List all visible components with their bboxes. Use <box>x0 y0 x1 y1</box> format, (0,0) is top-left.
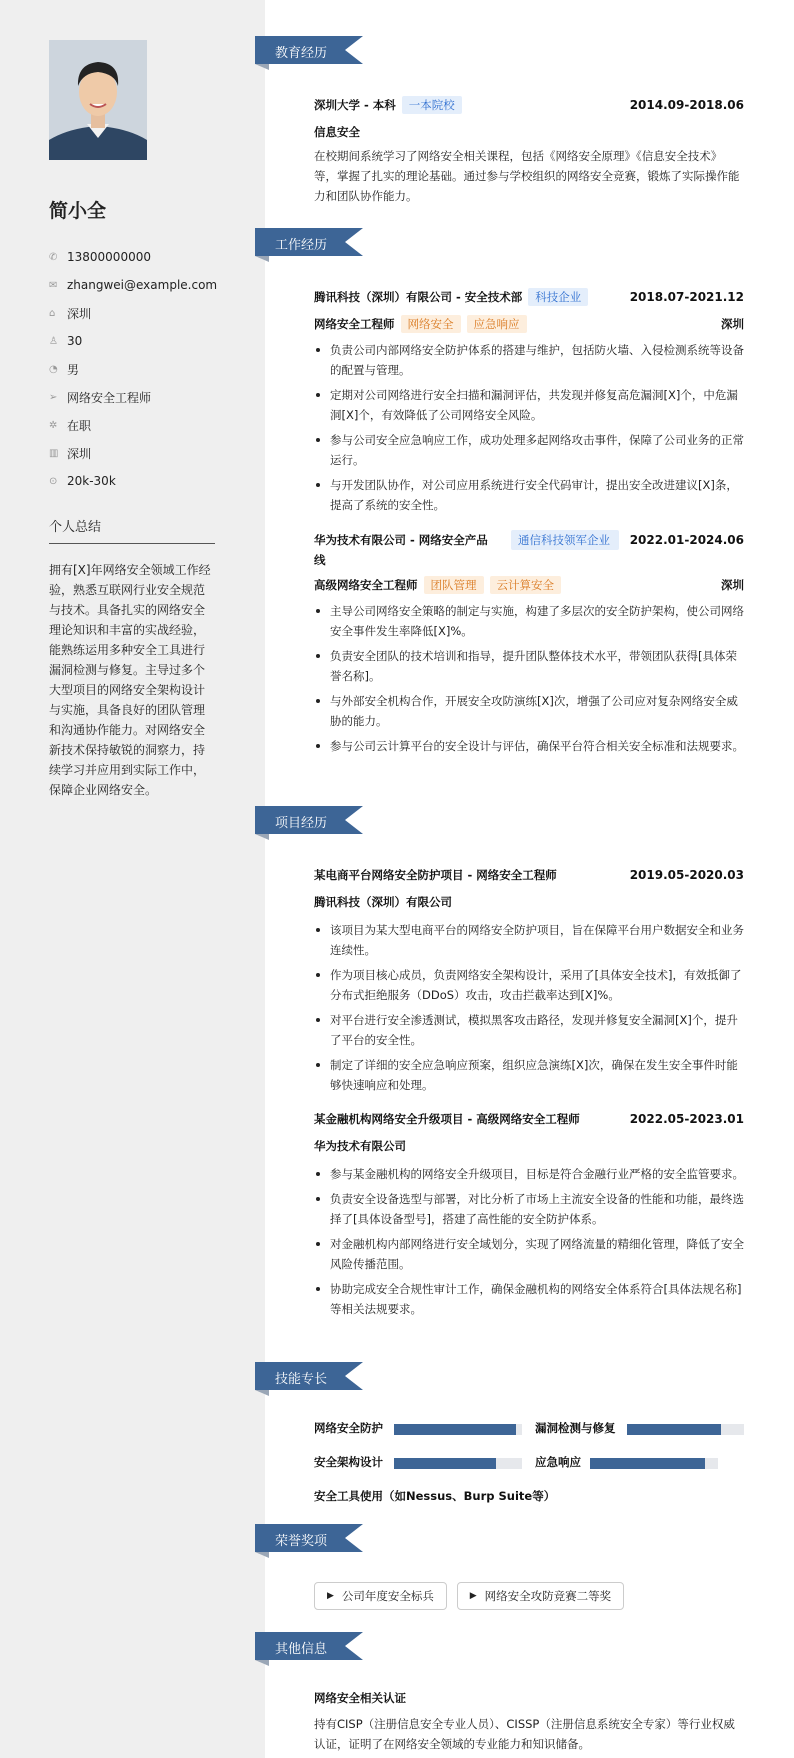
project-entry <box>314 864 744 1100</box>
list-item: 定期对公司网络进行安全扫描和漏洞评估，共发现并修复高危漏洞[X]个，中危漏洞[X]个，有效降低了公司网络安全风险。 <box>314 385 744 425</box>
summary-text: 拥有[X]年网络安全领域工作经验，熟悉互联网行业安全规范与技术。具备扎实的网络安全理论知识和丰富的实战经验，能熟练运用多种安全工具进行漏洞检测与修复。主导过多个大型项目的网络安全架构设计与实施，具备良好的团队管理和沟通协作能力。对网络安全新技术保持敏锐的洞察力，持续学习并应用到实际工作中，保障企业网络安全。 <box>49 563 211 797</box>
role-tag: 网络安全 <box>401 315 461 333</box>
work-date: 2022.01-2024.06 <box>629 533 744 547</box>
list-item: 与外部安全机构合作，开展安全攻防演练[X]次，增强了公司应对复杂网络安全威胁的能力。 <box>314 691 744 731</box>
age-icon: ♙ <box>49 335 58 347</box>
work-city: 深圳 <box>721 317 744 331</box>
info-age: ♙ 30 <box>49 334 83 348</box>
project-bullets <box>314 1164 744 1319</box>
skill-bar-fill <box>394 1458 496 1469</box>
role-tag: 云计算安全 <box>490 576 562 594</box>
project-org: 华为技术有限公司 <box>314 1139 406 1153</box>
skill-label: 漏洞检测与修复 <box>535 1421 616 1435</box>
info-salary: ⊙ 20k-30k <box>49 474 116 488</box>
other-desc: 持有CISP（注册信息安全专业人员）、CISSP（注册信息系统安全专家）等行业权威认证，证明了在网络安全领域的专业能力和知识储备。 <box>314 1717 735 1751</box>
list-item: 与开发团队协作，对公司应用系统进行安全代码审计，提出安全改进建议[X]条，提高了系统的安全性。 <box>314 475 744 515</box>
list-item: 主导公司网络安全策略的制定与实施，构建了多层次的安全防护架构，使公司网络安全事件发生率降低[X]%。 <box>314 601 744 641</box>
project-date: 2019.05-2020.03 <box>629 868 744 882</box>
work-date: 2018.07-2021.12 <box>629 290 744 304</box>
list-item: 负责安全设备选型与部署，对比分析了市场上主流安全设备的性能和功能，最终选择了[具体设备型号]，搭建了高性能的安全防护体系。 <box>314 1189 744 1229</box>
status-icon: ✲ <box>49 419 58 431</box>
education-entry <box>314 94 744 206</box>
info-gender: ◔ 男 <box>49 362 80 377</box>
candidate-name: 简小全 <box>49 200 107 222</box>
list-item: 对平台进行安全渗透测试，模拟黑客攻击路径，发现并修复安全漏洞[X]个，提升了平台的安全性。 <box>314 1010 744 1050</box>
skill-label: 网络安全防护 <box>314 1421 383 1435</box>
education-tag: 一本院校 <box>402 96 462 114</box>
skills-block <box>314 1420 744 1520</box>
divider <box>49 543 215 544</box>
award-badge: ▶ 公司年度安全标兵 <box>314 1582 447 1610</box>
project-bullets <box>314 920 744 1095</box>
work-company-tag: 通信科技领军企业 <box>511 530 619 550</box>
portrait-image <box>49 40 147 160</box>
other-title: 网络安全相关认证 <box>314 1691 406 1705</box>
skill-bar <box>590 1458 718 1469</box>
list-item: 参与公司云计算平台的安全设计与评估，确保平台符合相关安全标准和法规要求。 <box>314 736 744 756</box>
project-title: 某金融机构网络安全升级项目 - 高级网络安全工程师 <box>314 1112 580 1126</box>
home-icon: ⌂ <box>49 307 56 319</box>
avatar <box>49 40 147 160</box>
work-entry <box>314 286 744 520</box>
work-company: 腾讯科技（深圳）有限公司 - 安全技术部 <box>314 290 523 304</box>
skill-label: 安全架构设计 <box>314 1455 383 1469</box>
list-item: 协助完成安全合规性审计工作，确保金融机构的网络安全体系符合[具体法规名称]等相关法规要求。 <box>314 1279 744 1319</box>
role-tag: 团队管理 <box>424 576 484 594</box>
work-role: 网络安全工程师 <box>314 317 395 331</box>
award-badge: ▶ 网络安全攻防竞赛二等奖 <box>457 1582 624 1610</box>
education-desc: 在校期间系统学习了网络安全相关课程，包括《网络安全原理》《信息安全技术》等，掌握了扎实的理论基础。通过参与学校组织的网络安全竞赛，锻炼了实际操作能力和团队协作能力。 <box>314 149 740 203</box>
list-item: 该项目为某大型电商平台的网络安全防护项目，旨在保障平台用户数据安全和业务连续性。 <box>314 920 744 960</box>
skill-bar-fill <box>590 1458 705 1469</box>
info-location: ⌂ 深圳 <box>49 306 92 321</box>
info-position: ➢ 网络安全工程师 <box>49 390 152 405</box>
project-org: 腾讯科技（深圳）有限公司 <box>314 895 452 909</box>
education-major: 信息安全 <box>314 125 360 139</box>
section-tab-work: 工作经历 <box>255 228 363 256</box>
info-email: ✉ zhangwei@example.com <box>49 278 218 292</box>
work-company: 华为技术有限公司 - 网络安全产品线 <box>314 533 488 567</box>
work-bullets <box>314 601 744 756</box>
section-tab-skills: 技能专长 <box>255 1362 363 1390</box>
work-bullets <box>314 340 744 515</box>
section-tab-honors: 荣誉奖项 <box>255 1524 363 1552</box>
list-item: 作为项目核心成员，负责网络安全架构设计，采用了[具体安全技术]，有效抵御了分布式拒绝服务（DDoS）攻击，攻击拦截率达到[X]%。 <box>314 965 744 1005</box>
skill-bar <box>394 1458 522 1469</box>
list-item: 负责公司内部网络安全防护体系的搭建与维护，包括防火墙、入侵检测系统等设备的配置与管理。 <box>314 340 744 380</box>
section-tab-projects: 项目经历 <box>255 806 363 834</box>
skill-bar <box>627 1424 744 1435</box>
work-entry <box>314 530 744 761</box>
project-entry <box>314 1108 744 1324</box>
section-tab-education: 教育经历 <box>255 36 363 64</box>
education-school: 深圳大学 - 本科 <box>314 98 396 112</box>
work-city: 深圳 <box>721 578 744 592</box>
play-icon: ▶ <box>327 1591 334 1601</box>
skill-label: 应急响应 <box>535 1455 581 1469</box>
project-title: 某电商平台网络安全防护项目 - 网络安全工程师 <box>314 868 557 882</box>
project-date: 2022.05-2023.01 <box>629 1112 744 1126</box>
other-info <box>314 1690 744 1754</box>
summary-title: 个人总结 <box>49 520 102 535</box>
info-status: ✲ 在职 <box>49 418 92 433</box>
section-tab-other: 其他信息 <box>255 1632 363 1660</box>
education-date: 2014.09-2018.06 <box>629 98 744 112</box>
work-role: 高级网络安全工程师 <box>314 578 418 592</box>
list-item: 制定了详细的安全应急响应预案，组织应急演练[X]次，确保在发生安全事件时能够快速响应和处理。 <box>314 1055 744 1095</box>
skill-bar-fill <box>627 1424 721 1435</box>
play-icon: ▶ <box>469 1591 477 1601</box>
list-item: 参与公司安全应急响应工作，成功处理多起网络攻击事件，保障了公司业务的正常运行。 <box>314 430 744 470</box>
skill-bar <box>394 1424 522 1435</box>
skill-bar-fill <box>394 1424 516 1435</box>
list-item: 对金融机构内部网络进行安全域划分，实现了网络流量的精细化管理，降低了安全风险传播范围。 <box>314 1234 744 1274</box>
phone-icon: ✆ <box>49 251 58 263</box>
building-icon: ▥ <box>49 447 59 459</box>
honors-list <box>314 1582 744 1610</box>
work-company-tag: 科技企业 <box>528 288 588 306</box>
info-target-city: ▥ 深圳 <box>49 446 92 461</box>
mail-icon: ✉ <box>49 279 58 291</box>
send-icon: ➢ <box>49 391 58 403</box>
salary-icon: ⊙ <box>49 475 58 487</box>
list-item: 负责安全团队的技术培训和指导，提升团队整体技术水平，带领团队获得[具体荣誉名称]。 <box>314 646 744 686</box>
gender-icon: ◔ <box>49 363 58 375</box>
list-item: 参与某金融机构的网络安全升级项目，目标是符合金融行业严格的安全监管要求。 <box>314 1164 744 1184</box>
info-phone: ✆ 13800000000 <box>49 250 151 264</box>
role-tag: 应急响应 <box>467 315 527 333</box>
contact-info-list <box>49 243 219 495</box>
skill-label: 安全工具使用（如Nessus、Burp Suite等） <box>314 1489 556 1503</box>
